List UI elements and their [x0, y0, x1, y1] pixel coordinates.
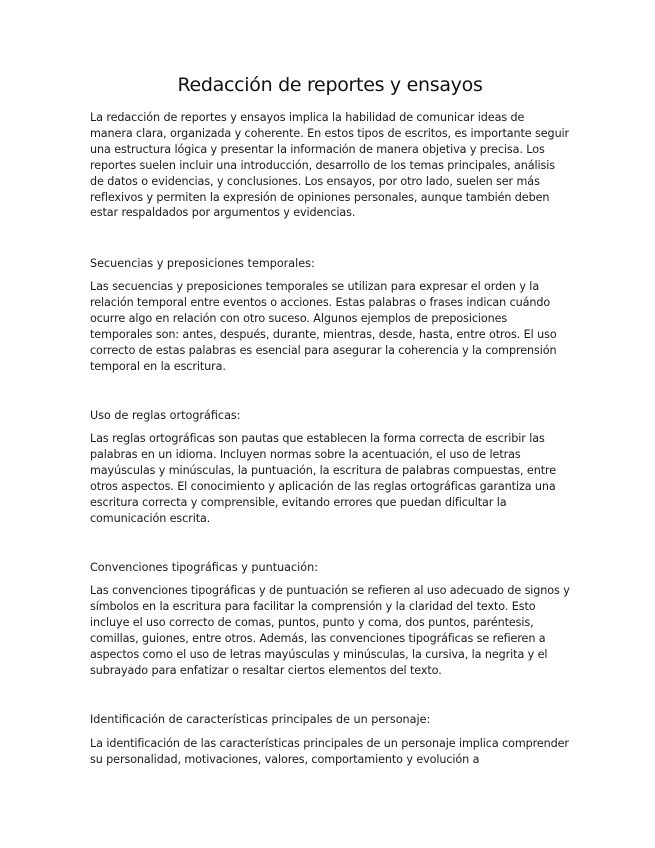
section-body-character: La identificación de las características principales de un personaje implica comprender su personalidad, motivaciones, valores, comportamiento y evolución a: [90, 737, 569, 766]
section-heading-character: Identificación de características principales de un personaje:: [90, 713, 431, 726]
section-body-typography: Las convenciones tipográficas y de puntuación se refieren al uso adecuado de signos y símbolos en la escritura para facilitar la comprensión y la claridad del texto. Esto incluye el uso correcto de comas, puntos, punto y coma, dos puntos, paréntesis, comillas, guiones, entre otros. Además, las convenciones tipográficas se refieren a aspectos como el uso de letras mayúsculas y minúsculas, la cursiva, la negrita y el subrayado para enfatizar o resaltar ciertos elementos del texto.: [90, 584, 570, 677]
section-heading-spelling: Uso de reglas ortográficas:: [90, 409, 241, 422]
section-heading-typography: Convenciones tipográficas y puntuación:: [90, 561, 318, 574]
intro-paragraph: La redacción de reportes y ensayos implica la habilidad de comunicar ideas de manera clara, organizada y coherente. En estos tipos de escritos, es importante seguir una estructura lógica y presentar la información de manera objetiva y precisa. Los reportes suelen incluir una introducción, desarrollo de los temas principales, análisis de datos o evidencias, y conclusiones. Los ensayos, por otro lado, suelen ser más reflexivos y permiten la expresión de opiniones personales, aunque también deben estar respaldados por argumentos y evidencias.: [90, 111, 570, 220]
document-title: Redacción de reportes y ensayos: [177, 74, 483, 96]
section-body-spelling: Las reglas ortográficas son pautas que establecen la forma correcta de escribir las palabras en un idioma. Incluyen normas sobre la acentuación, el uso de letras mayúsculas y minúsculas, la puntuación, la escritura de palabras compuestas, entre otros aspectos. El conocimiento y aplicación de las reglas ortográficas garantiza una escritura correcta y comprensible, evitando errores que puedan dificultar la comunicación escrita.: [90, 432, 557, 525]
section-heading-temporal: Secuencias y preposiciones temporales:: [90, 257, 315, 270]
section-body-temporal: Las secuencias y preposiciones temporales se utilizan para expresar el orden y la relación temporal entre eventos o acciones. Estas palabras o frases indican cuándo ocurre algo en relación con otro suceso. Algunos ejemplos de preposiciones temporales son: antes, después, durante, mientras, desde, hasta, entre otros. El uso correcto de estas palabras es esencial para asegurar la coherencia y la comprensión temporal en la escritura.: [90, 280, 557, 373]
